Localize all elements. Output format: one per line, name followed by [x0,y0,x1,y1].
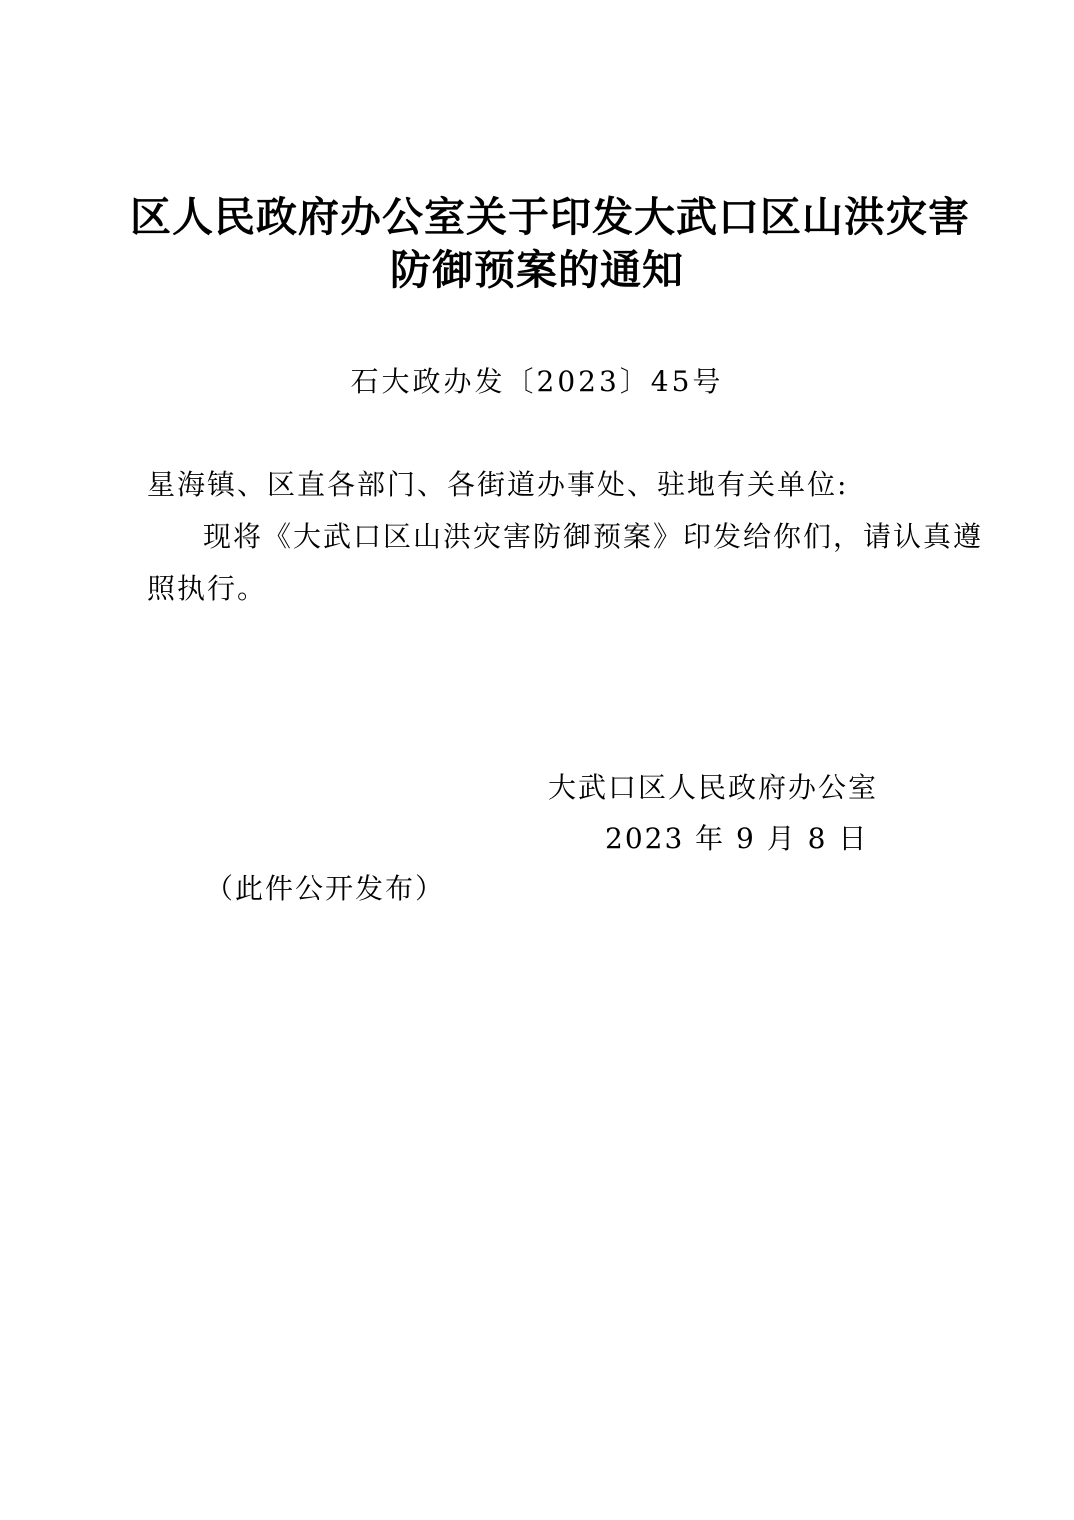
issue-date: 2023 年 9 月 8 日 [605,822,869,855]
document-number: 石大政办发〔2023〕45号 [350,365,724,398]
body-text-line-2: 照执行。 [147,572,268,605]
document-title-line-2: 防御预案的通知 [390,246,684,294]
recipients: 星海镇、区直各部门、各街道办事处、驻地有关单位: [147,468,849,501]
document-title-line-1: 区人民政府办公室关于印发大武口区山洪灾害 [130,193,970,241]
publication-note: （此件公开发布） [205,872,446,905]
body-text-line-1: 现将《大武口区山洪灾害防御预案》印发给你们，请认真遵 [203,520,984,553]
issuing-office: 大武口区人民政府办公室 [548,771,879,804]
